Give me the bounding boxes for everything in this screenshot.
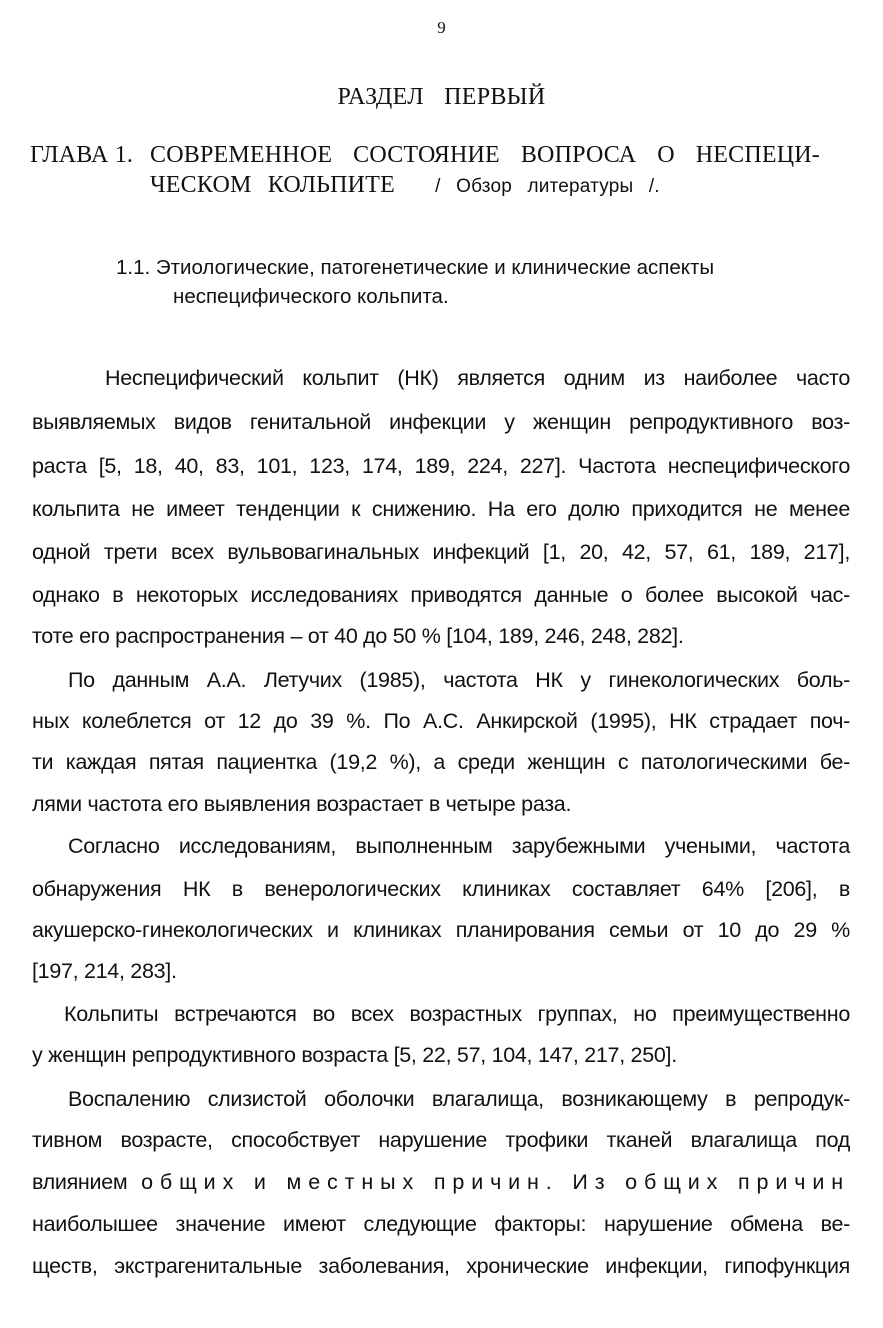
paragraph-line: у женщин репродуктивного возраста [5, 22, 57, 104, 147, 217, 250].	[32, 1043, 677, 1067]
spaced-word: общих	[141, 1170, 241, 1194]
paragraph-line: Кольпиты встречаются во всех возрастных группах, но преимущественно	[64, 1002, 850, 1026]
paragraph-line: наиболышее значение имеют следующие факторы: нарушение обмена ве-	[32, 1212, 850, 1236]
chapter-title-line2	[150, 172, 660, 199]
spaced-word: влиянием	[32, 1170, 128, 1194]
paragraph-line: ти каждая пятая пациентка (19,2 %), а среди женщин с патологическими бе-	[32, 750, 850, 774]
chapter-title-text: ЧЕСКОМ КОЛЬПИТЕ	[150, 172, 395, 198]
section-title: РАЗДЕЛ ПЕРВЫЙ	[337, 84, 546, 110]
subsection-title-line1: 1.1. Этиологические, патогенетические и клинические аспекты	[116, 256, 715, 279]
paragraph-line: Неспецифический кольпит (НК) является одним из наиболее часто	[105, 366, 850, 390]
paragraph-line: тоте его распространения – от 40 до 50 % [104, 189, 246, 248, 282].	[32, 624, 684, 648]
spaced-word: общих	[625, 1170, 725, 1194]
paragraph-line: [197, 214, 283].	[32, 959, 177, 983]
chapter-title-line1: СОВРЕМЕННОЕ СОСТОЯНИЕ ВОПРОСА О НЕСПЕЦИ-	[150, 142, 820, 168]
paragraph-line: ных колеблется от 12 до 39 %. По А.С. Анкирской (1995), НК страдает поч-	[32, 709, 850, 733]
subsection-title-line2: неспецифического кольпита.	[173, 285, 449, 308]
spaced-word: местных	[286, 1170, 421, 1194]
paragraph-line: тивном возрасте, способствует нарушение трофики тканей влагалища под	[32, 1128, 850, 1152]
paragraph-line: По данным А.А. Летучих (1985), частота НК у гинекологических боль-	[68, 668, 850, 692]
paragraph-line: Согласно исследованиям, выполненным зарубежными учеными, частота	[68, 834, 850, 858]
paragraph-line: раста [5, 18, 40, 83, 101, 123, 174, 189, 224, 227]. Частота неспецифического	[32, 454, 850, 478]
literature-review-note: / Обзор литературы /.	[435, 176, 660, 197]
paragraph-line: однако в некоторых исследованиях приводятся данные о более высокой час-	[32, 583, 850, 607]
paragraph-line: Воспалению слизистой оболочки влагалища, возникающему в репродук-	[68, 1087, 850, 1111]
paragraph-line: выявляемых видов генитальной инфекции у женщин репродуктивного воз-	[32, 410, 850, 434]
paragraph-line: кольпита не имеет тенденции к снижению. На его долю приходится не менее	[32, 497, 850, 521]
chapter-number: ГЛАВА 1.	[30, 142, 134, 168]
spaced-word: причин	[738, 1170, 850, 1194]
spaced-word: Из	[572, 1170, 612, 1194]
page-number: 9	[437, 18, 446, 37]
spaced-word: и	[253, 1170, 273, 1194]
paragraph-line-spaced	[32, 1170, 850, 1195]
paragraph-line: лями частота его выявления возрастает в четыре раза.	[32, 792, 572, 816]
paragraph-line: ществ, экстрагенитальные заболевания, хронические инфекции, гипофункция	[32, 1254, 850, 1278]
paragraph-line: акушерско-гинекологических и клиниках планирования семьи от 10 до 29 %	[32, 918, 850, 942]
spaced-word: причин.	[433, 1170, 559, 1194]
paragraph-line: обнаружения НК в венерологических клиниках составляет 64% [206], в	[32, 877, 850, 901]
paragraph-line: одной трети всех вульвовагинальных инфекций [1, 20, 42, 57, 61, 189, 217],	[32, 540, 850, 564]
